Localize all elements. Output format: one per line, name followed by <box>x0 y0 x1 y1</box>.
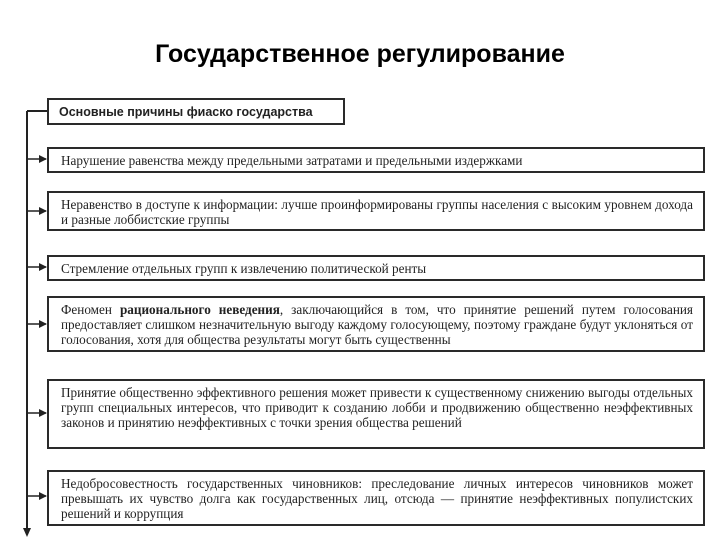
diagram-header: Основные причины фиаско государства <box>47 98 345 125</box>
page-title: Государственное регулирование <box>155 40 565 68</box>
cause-box: Стремление отдельных групп к извлечению политической ренты <box>47 255 705 281</box>
cause-prefix: Феномен <box>61 302 120 317</box>
cause-suffix: , заключающийся в том, что принятие решений путем голосования предоставляет слишком незначительную выгоду каждому голосующему, поэтому граждане будут уклоняться от голосования, хотя для общества результаты могут быть существенны <box>61 302 693 347</box>
cause-box: Недобросовестность государственных чиновников: преследование личных интересов чиновников может превышать их чувство долга как государственных лиц, отсюда — принятие неэффективных популистских решений и коррупция <box>47 470 705 526</box>
cause-box: Нарушение равенства между предельными затратами и предельными издержками <box>47 147 705 173</box>
cause-box: Принятие общественно эффективного решения может привести к существенному снижению выгоды отдельных групп специальных интересов, что приводит к созданию лобби и продвижению общественно неэффективных законов и принятию неэффективных с точки зрения общества решений <box>47 379 705 449</box>
cause-term: рационального неведения <box>119 302 280 317</box>
cause-box <box>47 296 705 352</box>
trunk-arrow <box>23 528 31 537</box>
cause-box: Неравенство в доступе к информации: лучше проинформированы группы населения с высоким уровнем дохода и разные лоббистские группы <box>47 191 705 231</box>
